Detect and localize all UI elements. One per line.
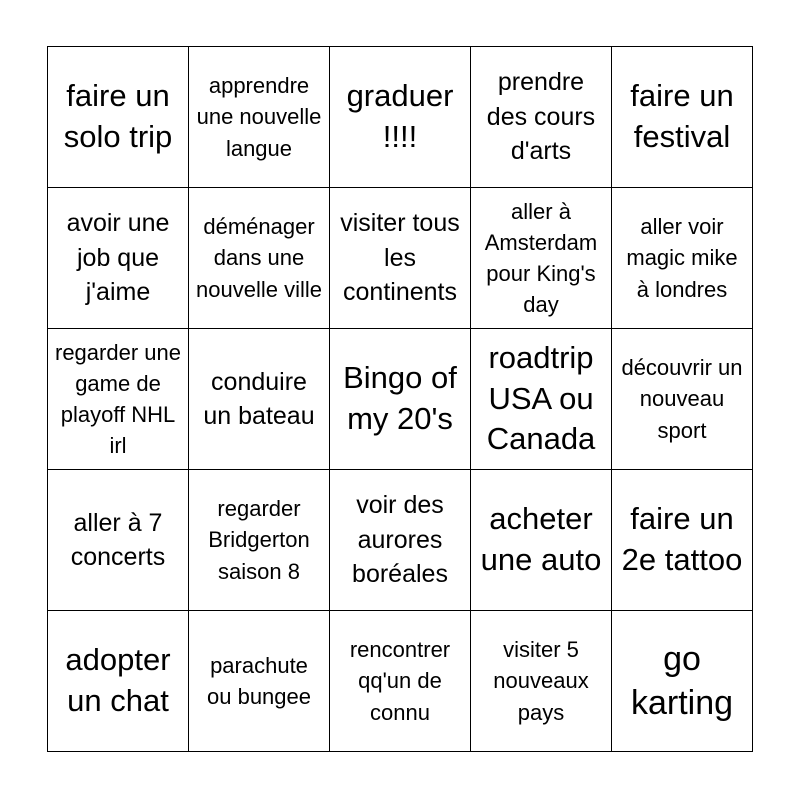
bingo-cell[interactable]: go karting	[612, 611, 753, 752]
bingo-cell[interactable]: prendre des cours d'arts	[471, 47, 612, 188]
bingo-cell[interactable]: avoir une job que j'aime	[48, 188, 189, 329]
bingo-cell[interactable]: visiter 5 nouveaux pays	[471, 611, 612, 752]
bingo-cell[interactable]: conduire un bateau	[189, 329, 330, 470]
bingo-cell-center[interactable]: Bingo of my 20's	[330, 329, 471, 470]
bingo-cell[interactable]: faire un festival	[612, 47, 753, 188]
bingo-cell[interactable]: aller à Amsterdam pour King's day	[471, 188, 612, 329]
bingo-board	[47, 46, 753, 752]
bingo-cell[interactable]: apprendre une nouvelle langue	[189, 47, 330, 188]
bingo-cell[interactable]: acheter une auto	[471, 470, 612, 611]
bingo-cell[interactable]: rencontrer qq'un de connu	[330, 611, 471, 752]
bingo-cell[interactable]: visiter tous les continents	[330, 188, 471, 329]
bingo-cell[interactable]: aller à 7 concerts	[48, 470, 189, 611]
bingo-cell[interactable]: aller voir magic mike à londres	[612, 188, 753, 329]
bingo-cell[interactable]: voir des aurores boréales	[330, 470, 471, 611]
bingo-cell[interactable]: parachute ou bungee	[189, 611, 330, 752]
bingo-cell[interactable]: faire un solo trip	[48, 47, 189, 188]
bingo-cell[interactable]: roadtrip USA ou Canada	[471, 329, 612, 470]
bingo-cell[interactable]: regarder Bridgerton saison 8	[189, 470, 330, 611]
bingo-cell[interactable]: découvrir un nouveau sport	[612, 329, 753, 470]
bingo-cell[interactable]: regarder une game de playoff NHL irl	[48, 329, 189, 470]
bingo-cell[interactable]: adopter un chat	[48, 611, 189, 752]
bingo-cell[interactable]: faire un 2e tattoo	[612, 470, 753, 611]
bingo-cell[interactable]: déménager dans une nouvelle ville	[189, 188, 330, 329]
bingo-cell[interactable]: graduer !!!!	[330, 47, 471, 188]
